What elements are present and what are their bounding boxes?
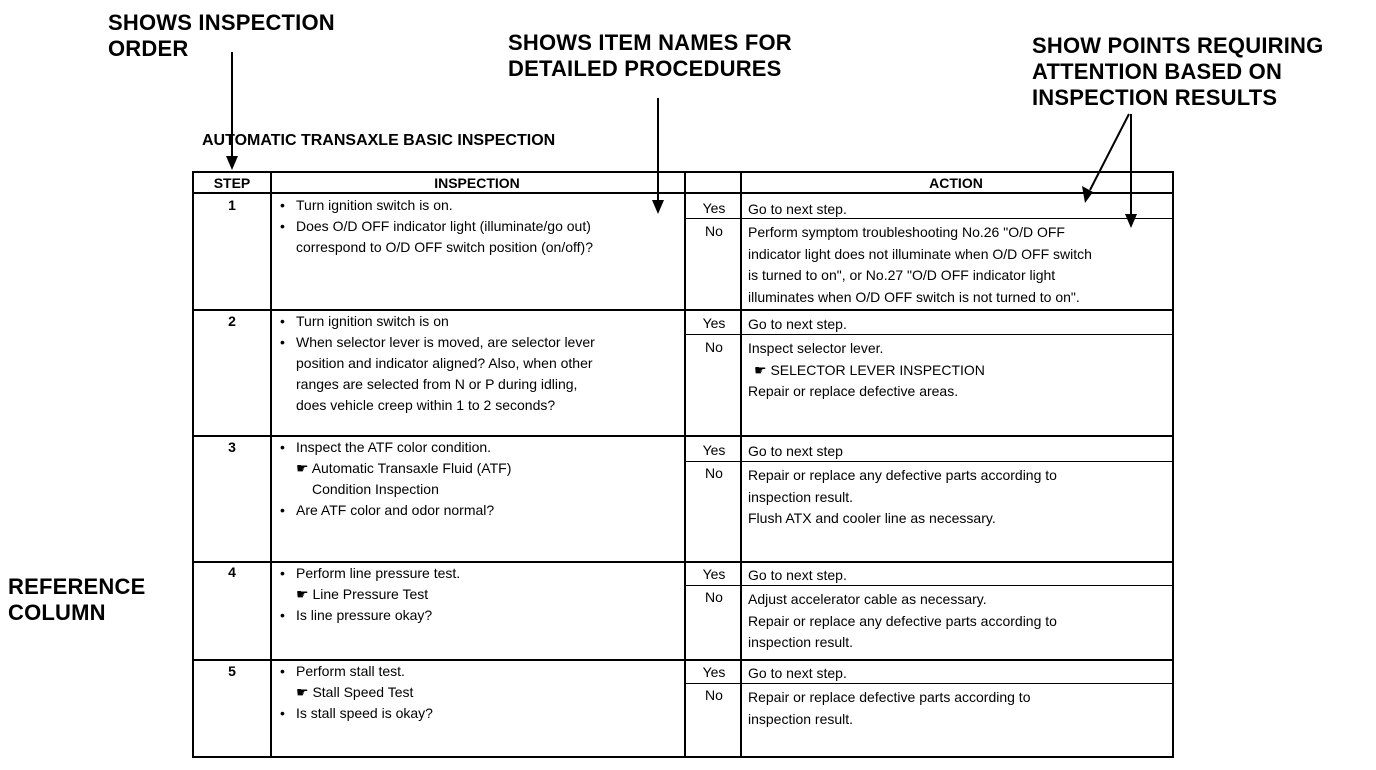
yes-action: Go to next step.	[748, 567, 847, 583]
inspection-item: • Does O/D OFF indicator light (illuminate/go out)	[278, 216, 678, 237]
inspection-item-cont: does vehicle creep within 1 to 2 seconds?	[296, 397, 556, 413]
inspection-item: • Turn ignition switch is on.	[278, 195, 678, 216]
no-label: No	[705, 339, 723, 355]
yes-label: Yes	[702, 664, 726, 680]
no-label: No	[705, 465, 723, 481]
inspection-item-cont: correspond to O/D OFF switch position (on/off)?	[296, 239, 593, 255]
callout-line: DETAILED PROCEDURES	[508, 56, 782, 81]
action-line: is turned to on", or No.27 "O/D OFF indicator light	[748, 267, 1056, 283]
action-line: inspection result.	[748, 488, 854, 505]
column-divider	[684, 173, 686, 756]
yes-action: Go to next step.	[748, 201, 847, 217]
yes-action: Go to next step.	[748, 665, 847, 681]
reference-link[interactable]: Line Pressure Test	[312, 586, 429, 602]
inspection-item: • Perform line pressure test.	[278, 563, 678, 584]
reference-line	[278, 458, 678, 479]
inspection-table	[192, 171, 1174, 758]
action-line: inspection result.	[748, 634, 854, 650]
callout-line: ATTENTION BASED ON	[1032, 59, 1283, 84]
step-number: 2	[228, 313, 236, 329]
table-title: AUTOMATIC TRANSAXLE BASIC INSPECTION	[202, 132, 556, 149]
pointing-hand-icon: ☛	[296, 684, 309, 700]
action-line: Perform symptom troubleshooting No.26 "O/D OFF	[748, 224, 1065, 240]
inspection-item: • Are ATF color and odor normal?	[278, 500, 678, 521]
reference-link[interactable]: Automatic Transaxle Fluid (ATF)	[311, 460, 512, 476]
action-line: inspection result.	[748, 710, 854, 727]
action-line: Repair or replace defective parts according to	[748, 689, 1031, 705]
yes-action: Go to next step.	[748, 316, 847, 332]
action-line: Inspect selector lever.	[748, 340, 884, 356]
yes-action: Go to next step	[748, 443, 843, 459]
column-divider	[740, 173, 742, 756]
reference-line	[278, 682, 678, 703]
reference-line	[278, 584, 678, 605]
header-inspection: INSPECTION	[434, 175, 520, 191]
header-step: STEP	[213, 175, 251, 191]
action-line: Repair or replace defective areas.	[748, 383, 959, 399]
step-inspection	[278, 311, 678, 416]
callout-points-attention	[1032, 33, 1323, 111]
yes-label: Yes	[702, 442, 726, 458]
inspection-item: • Turn ignition switch is on	[278, 311, 678, 332]
no-action	[748, 465, 1168, 530]
step-inspection	[278, 437, 678, 521]
reference-link[interactable]: Stall Speed Test	[312, 684, 414, 700]
callout-line: INSPECTION RESULTS	[1032, 85, 1278, 110]
callout-line: SHOWS INSPECTION	[108, 10, 335, 35]
callout-line: SHOW POINTS REQUIRING	[1032, 33, 1324, 58]
step-inspection	[278, 195, 678, 258]
no-label: No	[705, 687, 723, 703]
column-divider	[270, 173, 272, 756]
reference-link-cont[interactable]: Condition Inspection	[312, 481, 439, 497]
no-label: No	[705, 589, 723, 605]
inspection-item: • When selector lever is moved, are selector lever	[278, 332, 678, 353]
callout-line: SHOWS ITEM NAMES FOR	[508, 30, 792, 55]
yes-label: Yes	[702, 315, 726, 331]
action-line: Adjust accelerator cable as necessary.	[748, 591, 987, 607]
reference-line	[748, 360, 1168, 382]
step-number: 1	[228, 197, 236, 213]
action-line: Flush ATX and cooler line as necessary.	[748, 510, 996, 526]
action-line: illuminates when O/D OFF switch is not turned to on".	[748, 288, 1080, 305]
no-action	[748, 338, 1168, 403]
yes-label: Yes	[702, 200, 726, 216]
inspection-item: • Inspect the ATF color condition.	[278, 437, 678, 458]
no-action	[748, 589, 1168, 654]
action-line: indicator light does not illuminate when O/D OFF switch	[748, 245, 1092, 262]
step-inspection	[278, 563, 678, 626]
yes-label: Yes	[702, 566, 726, 582]
step-number: 5	[228, 663, 236, 679]
no-action	[748, 222, 1168, 308]
callout-reference-column	[8, 574, 146, 626]
callout-item-names	[508, 30, 792, 82]
no-label: No	[705, 223, 723, 239]
pointing-hand-icon: ☛	[296, 460, 309, 476]
callout-line: REFERENCE	[8, 574, 146, 599]
callout-line: ORDER	[108, 36, 189, 61]
step-number: 3	[228, 439, 236, 455]
callout-inspection-order	[108, 10, 335, 62]
header-action: ACTION	[929, 175, 983, 191]
inspection-item: • Perform stall test.	[278, 661, 678, 682]
pointing-hand-icon: ☛	[296, 586, 309, 602]
step-number: 4	[228, 564, 236, 580]
inspection-item: • Is line pressure okay?	[278, 605, 678, 626]
step-inspection	[278, 661, 678, 724]
no-action	[748, 687, 1168, 730]
inspection-item-cont: ranges are selected from N or P during idling,	[296, 376, 578, 392]
inspection-item: • Is stall speed is okay?	[278, 703, 678, 724]
pointing-hand-icon: ☛	[754, 361, 767, 378]
action-line: Repair or replace any defective parts according to	[748, 467, 1057, 483]
inspection-item-cont: position and indicator aligned? Also, when other	[296, 355, 593, 371]
action-line: Repair or replace any defective parts according to	[748, 612, 1057, 629]
callout-line: COLUMN	[8, 600, 106, 625]
reference-link[interactable]: SELECTOR LEVER INSPECTION	[770, 361, 985, 378]
